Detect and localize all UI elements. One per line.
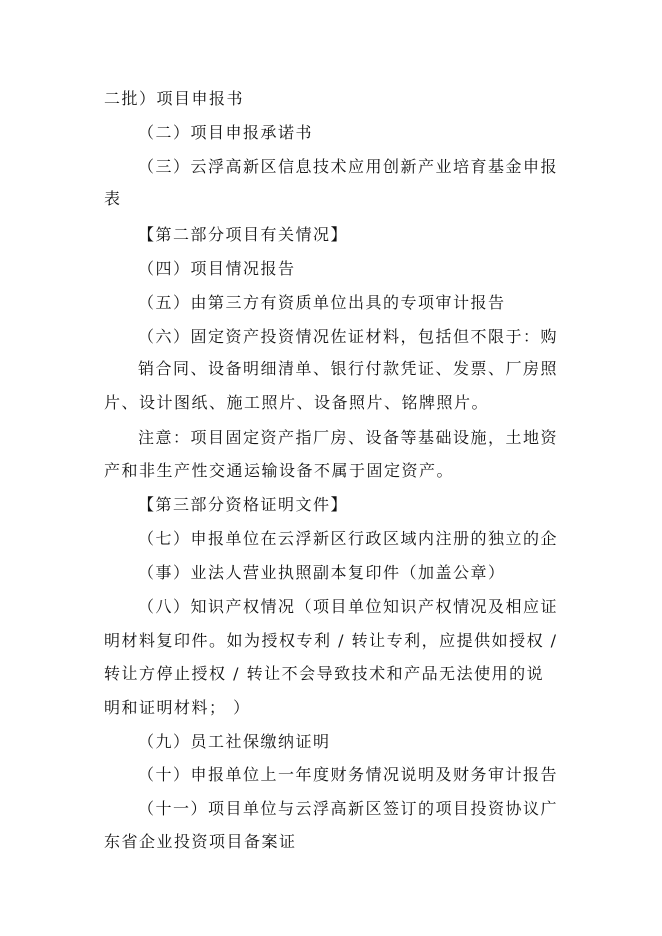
text-line: （九）员工社保缴纳证明	[138, 732, 331, 751]
text-line: 二批）项目申报书	[104, 89, 245, 108]
note-line: 产和非生产性交通运输设备不属于固定资产。	[104, 461, 455, 480]
text-line: 明和证明材料； ）	[104, 698, 251, 717]
text-line: 东省企业投资项目备案证	[104, 832, 297, 851]
section-heading: 【第二部分项目有关情况】	[138, 225, 349, 244]
text-line: （事）业法人营业执照副本复印件（加盖公章）	[138, 563, 506, 582]
text-line: （七）申报单位在云浮新区行政区域内注册的独立的企	[138, 529, 559, 548]
text-line: （十）申报单位上一年度财务情况说明及财务审计报告	[138, 765, 559, 784]
text-line: （十一）项目单位与云浮高新区签订的项目投资协议广	[138, 799, 559, 818]
text-line: 明材料复印件。如为授权专利 / 转让专利，应提供如授权 /	[104, 631, 558, 650]
section-heading: 【第三部分资格证明文件】	[138, 495, 349, 514]
text-line: 销合同、设备明细清单、银行付款凭证、发票、厂房照	[138, 359, 559, 378]
text-line: （三）云浮高新区信息技术应用创新产业培育基金申报	[138, 157, 559, 176]
text-line: （四）项目情况报告	[138, 259, 296, 278]
text-line: （二）项目申报承诺书	[138, 123, 314, 142]
text-line: （六）固定资产投资情况佐证材料，包括但不限于：购	[138, 327, 559, 346]
text-line: 表	[104, 189, 122, 208]
note-line: 注意：项目固定资产指厂房、设备等基础设施，土地资	[138, 428, 559, 447]
text-line: （五）由第三方有资质单位出具的专项审计报告	[138, 293, 506, 312]
text-line: 片、设计图纸、施工照片、设备照片、铭牌照片。	[104, 393, 490, 412]
text-line: 转让方停止授权 / 转让不会导致技术和产品无法使用的说	[104, 664, 545, 683]
text-line: （八）知识产权情况（项目单位知识产权情况及相应证	[138, 597, 559, 616]
